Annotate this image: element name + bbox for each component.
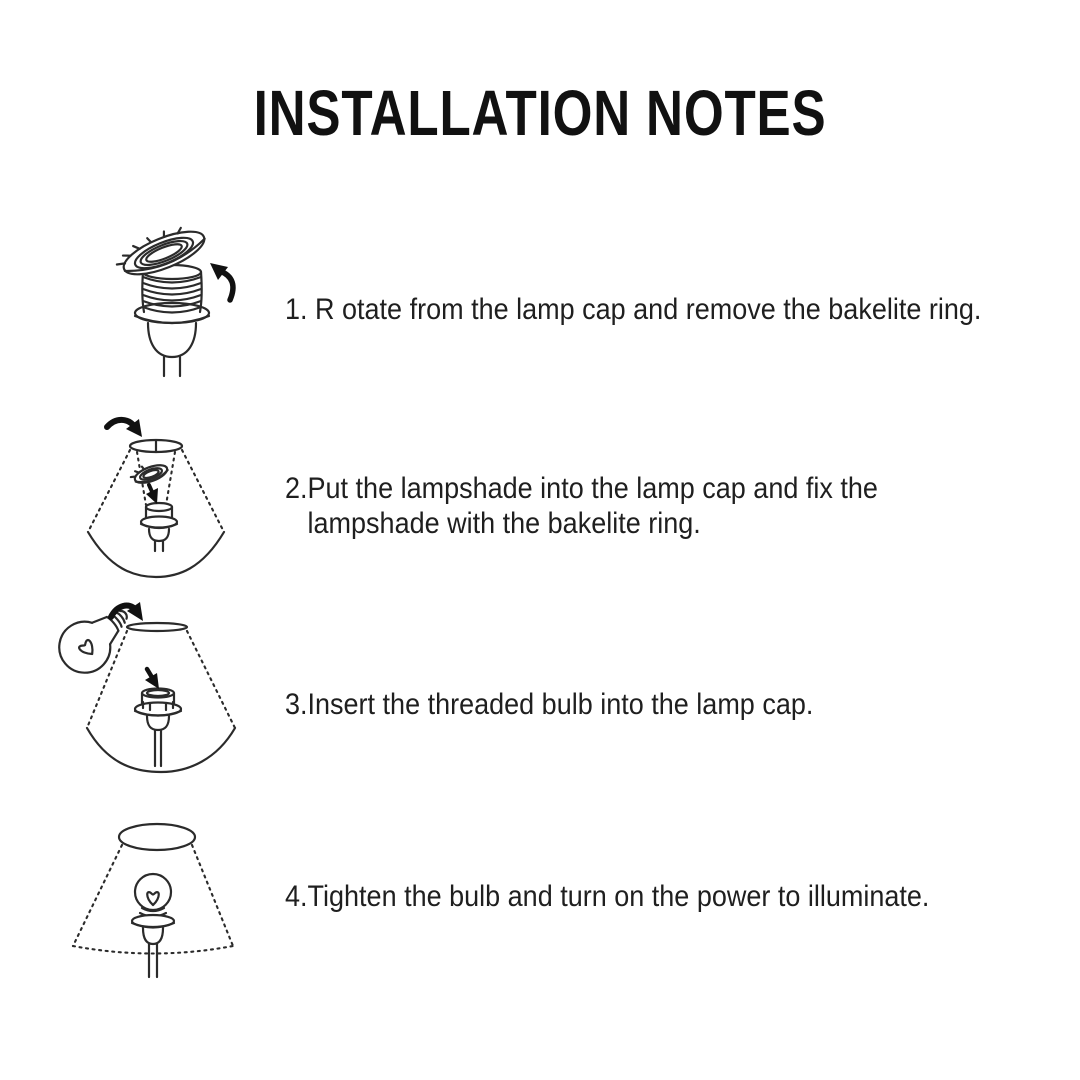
step-3-illustration	[55, 601, 240, 773]
page-title-text: INSTALLATION NOTES	[253, 77, 827, 149]
lamp-cap	[132, 908, 174, 977]
step-1-line-1: R otate from the lamp cap and remove the bakelite ring.	[315, 293, 982, 326]
step-1-instruction	[285, 292, 981, 327]
lamp-cap	[135, 265, 209, 376]
step-3-number: 3.	[285, 688, 308, 721]
down-arrow-icon	[146, 485, 158, 504]
step-3-line-1: Insert the threaded bulb into the lamp cap.	[307, 688, 814, 721]
lamp-cap	[141, 503, 177, 551]
step-2-instruction	[285, 471, 878, 541]
step-2-illustration	[80, 410, 230, 580]
step-4-illustration	[65, 818, 240, 980]
rotate-arrow-icon	[210, 263, 233, 300]
step-4-instruction	[285, 879, 929, 914]
step-1-illustration	[112, 226, 237, 376]
step-2-line-2: lampshade with the bakelite ring.	[307, 507, 701, 540]
step-4-number: 4.	[285, 880, 308, 913]
step-1-number: 1.	[285, 293, 316, 326]
bakelite-ring	[112, 218, 209, 285]
lamp-cap	[135, 689, 181, 767]
down-arrow-icon	[145, 669, 159, 689]
filament	[78, 639, 97, 658]
step-3-instruction	[285, 687, 813, 722]
insert-arrow-icon	[107, 419, 142, 437]
page-title	[0, 76, 1080, 150]
light-bulb	[135, 874, 171, 910]
step-2-line-1: Put the lampshade into the lamp cap and fix the	[307, 472, 878, 505]
step-2-number: 2.	[285, 472, 308, 505]
step-4-line-1: Tighten the bulb and turn on the power to illuminate.	[307, 880, 930, 913]
